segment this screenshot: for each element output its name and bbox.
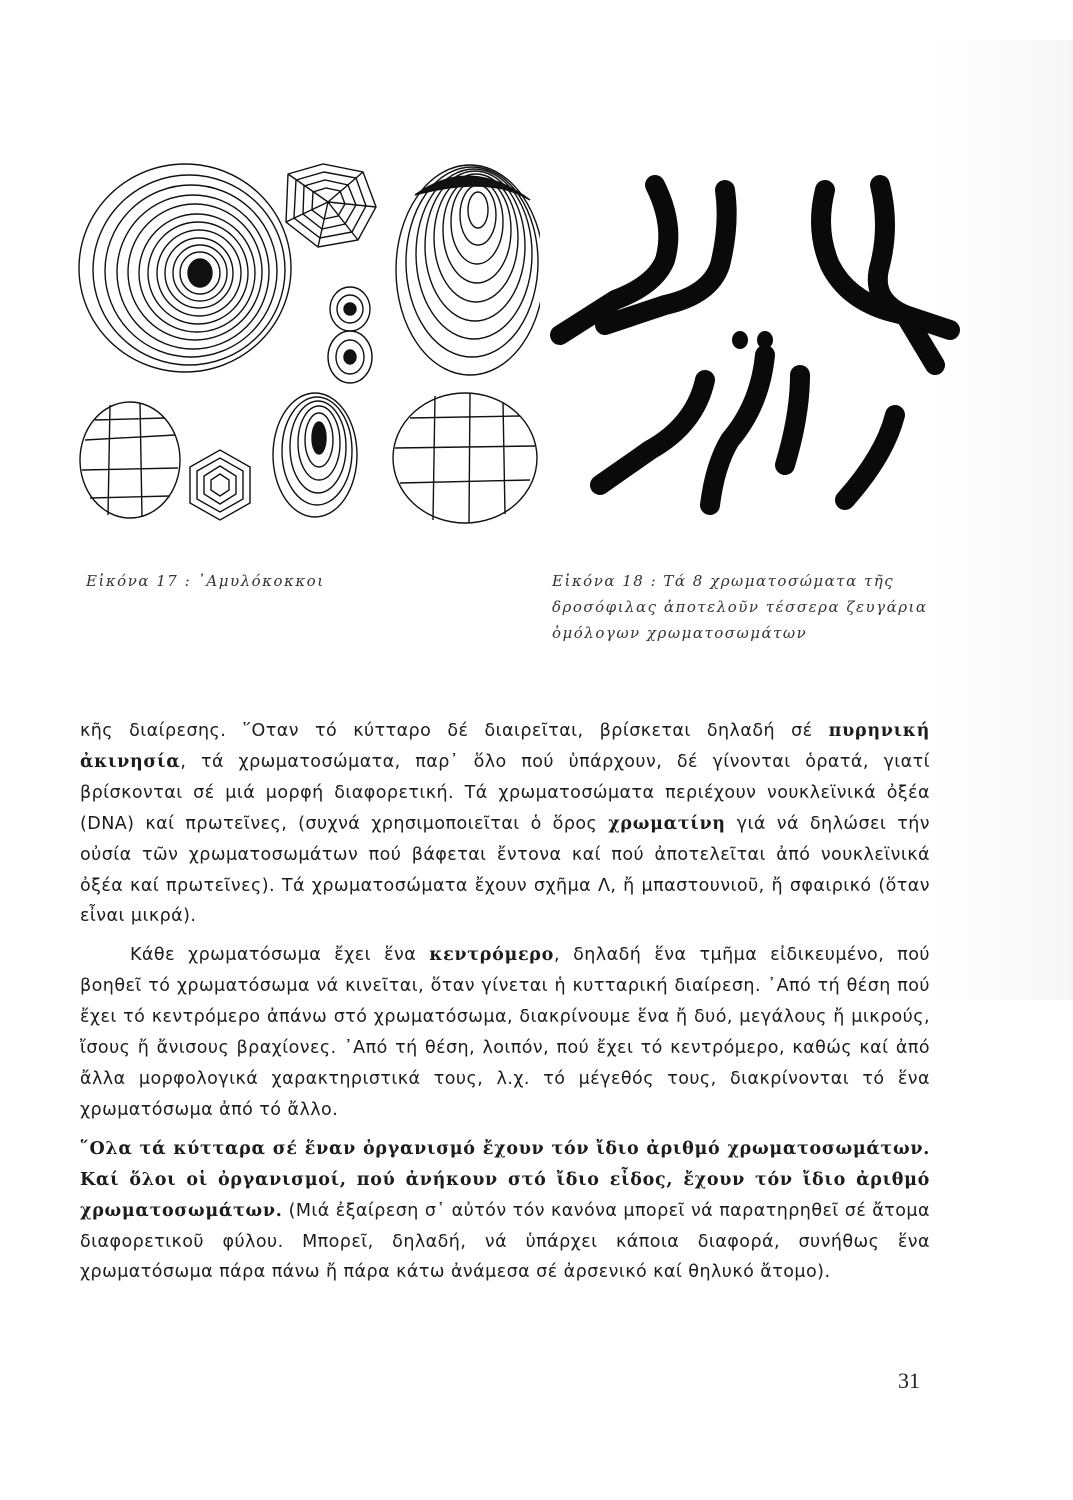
starch-grain-polygon-left [80,402,180,518]
chromosome-rod-left-2 [710,355,765,505]
figure-17-starch-grains [70,150,540,550]
starch-grain-large [79,164,291,372]
paragraph-3 [80,1134,930,1289]
paragraph-2 [80,940,930,1125]
starch-grain-teardrop [273,393,357,517]
figure-17-caption [86,568,386,594]
chromosome-v-right-2 [878,185,935,365]
chromosome-dot-2 [757,331,773,349]
figure-18-caption-line-2: δροσόφιλας ἀποτελοῦν τέσσερα ζευγάρια [552,598,928,616]
chromosome-rod-left-1 [600,380,705,485]
page-number: 31 [898,1368,920,1393]
paragraph-1-part-c: , τά χρωματοσώματα, παρ᾿ ὅλο πού ὑπάρχουν, δέ γίνονται ὁρατά, γιατί βρίσκονται σέ μιά μορφή διαφορετική. Τά χρωματοσώματα περιέχουν νουκλεϊνικά ὀξέα (DNA) καί πρωτεῖνες, (συχνά χρησιμοποιεῖται ὁ ὅρος [80,751,930,834]
paragraph-2-part-a: Κάθε χρωματόσωμα ἔχει ἕνα [130,945,430,966]
paragraph-3-bold-statement: ῞Ολα τά κύτταρα σέ ἕναν ὀργανισμό ἔχουν τόν ἴδιο ἀριθμό χρωματοσωμάτων. Καί ὅλοι οἱ ὀργανισμοί, πού ἀνήκουν στό ἴδιο εἶδος, ἔχουν τόν ἴδιο ἀριθμό χρωματοσωμάτων. [80,1138,930,1221]
starch-grain-star [286,164,376,247]
figure-18-caption [552,568,932,646]
paragraph-3-part-c: (Μιά ἐξαίρεση σ᾿ αὐτόν τόν κανόνα μπορεῖ νά παρατηρηθεῖ σέ ἄτομα διαφορετικοῦ φύλου. Μπορεῖ, δηλαδή, νά ὑπάρχει κάποια διαφορά, συνήθως ἕνα χρωματόσωμα πάρα πάνω ἤ πάρα κάτω ἀνάμεσα σέ ἀρσενικό καί θηλυκό ἄτομο). [80,1200,930,1283]
chromosome-rod-right-2 [845,415,895,500]
figure-18-caption-line-1: Εἰκόνα 18 : Τά 8 χρωματοσώματα τῆς [552,572,895,590]
term-nuclear-rest: πυρηνική ἀκινησία [80,721,930,772]
starch-grain-oval [396,165,540,375]
term-centromere: κεντρόμερο [429,945,555,966]
chromosome-dot-1 [732,331,748,349]
chromosome-rod-right-1 [785,375,800,465]
term-chromatin: χρωματίνη [608,813,726,834]
starch-grain-hexagon [190,450,250,520]
figure-18-caption-line-3: ὁμόλογων χρωματοσωμάτων [552,624,808,642]
body-text [80,716,930,1296]
paragraph-1-part-d: γιά νά δηλώσει τήν οὐσία τῶν χρωματοσωμάτων πού βάφεται ἔντονα καί πού ἀποτελεῖται ἀπό νουκλεϊνικά ὀξέα καί πρωτεῖνες). Τά χρωματοσώματα ἔχουν σχῆμα Λ, ἤ μπαστουνιοῦ, ἤ σφαιρικό (ὅταν εἶναι μικρά). [80,813,930,927]
starch-grain-compound [328,287,372,383]
figure-18-drosophila-chromosomes [545,165,965,525]
starch-grain-polygon-right [393,393,537,523]
paragraph-1 [80,716,930,932]
paragraph-2-part-c: , δηλαδή ἕνα τμῆμα εἰδικευμένο, πού βοηθεῖ τό χρωματόσωμα νά κινεῖται, ὅταν γίνεται ἡ κυτταρική διαίρεση. ᾿Από τή θέση πού ἔχει τό κεντρόμερο ἀπάνω στό χρωματόσωμα, διακρίνουμε ἕνα ἤ δυό, μεγάλους ἤ μικρούς, ἴσους ἤ ἄνισους βραχίονες. ᾿Από τή θέση, λοιπόν, πού ἔχει τό κεντρόμερο, καθώς καί ἀπό ἄλλα μορφολογικά χαρακτηριστικά τους, λ.χ. τό μέγεθός τους, διακρίνονται τό ἕνα χρωματόσωμα ἀπό τό ἄλλο. [80,945,931,1120]
paragraph-1-part-a: κῆς διαίρεσης. ῞Οταν τό κύτταρο δέ διαιρεῖται, βρίσκεται δηλαδή σέ [80,721,829,741]
figure-17-caption-text: Εἰκόνα 17 : ᾿Αμυλόκοκκοι [86,572,325,590]
